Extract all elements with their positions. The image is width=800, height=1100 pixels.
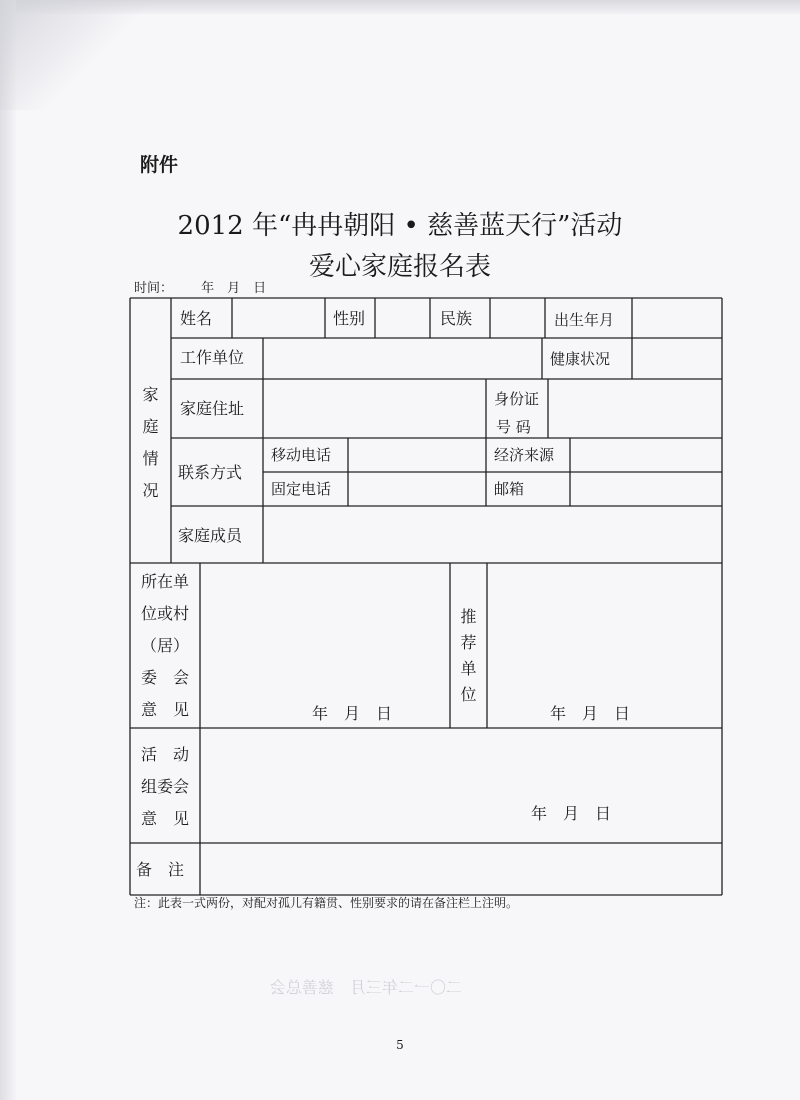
unit-opinion-date: 年 月 日 xyxy=(312,704,393,723)
time-date-placeholder: 年 月 日 xyxy=(201,281,267,296)
email-field[interactable] xyxy=(571,473,721,505)
footer-note: 注：此表一式两份，对配对孤儿有籍贯、性别要求的请在备注栏上注明。 xyxy=(134,896,519,910)
landline-label: 固定电话 xyxy=(271,480,332,498)
page-number: 5 xyxy=(396,1038,404,1052)
email-label: 邮箱 xyxy=(494,480,525,498)
work-field[interactable] xyxy=(264,339,541,378)
recommend-unit-char: 单 xyxy=(460,659,477,678)
gender-label: 性别 xyxy=(333,309,366,328)
id-number-field[interactable] xyxy=(549,380,721,437)
unit-opinion-line: 委 会 xyxy=(140,668,189,687)
committee-opinion-line: 组委会 xyxy=(140,777,189,796)
birth-field[interactable] xyxy=(633,299,721,337)
unit-opinion-line: 所在单 xyxy=(140,572,189,591)
recommend-unit-char: 推 xyxy=(460,607,477,626)
address-field[interactable] xyxy=(264,380,485,437)
mobile-field[interactable] xyxy=(349,439,485,471)
recommend-unit-date: 年 月 日 xyxy=(550,704,631,723)
recommend-unit-field[interactable] xyxy=(488,564,721,727)
contact-label: 联系方式 xyxy=(178,463,243,482)
form-title-line2: 爱心家庭报名表 xyxy=(308,252,491,282)
committee-opinion-line: 活 动 xyxy=(140,745,189,764)
unit-opinion-label xyxy=(130,566,200,726)
form-title-line1: 2012 年“冉冉朝阳 • 慈善蓝天行”活动 xyxy=(177,211,623,241)
unit-opinion-line: 位或村 xyxy=(140,604,189,623)
remarks-label: 备 注 xyxy=(136,860,185,879)
unit-opinion-line: 意 见 xyxy=(140,700,189,719)
recommend-unit-label xyxy=(450,604,487,708)
members-label: 家庭成员 xyxy=(178,526,243,545)
remarks-field[interactable] xyxy=(201,844,721,894)
attachment-label: 附件 xyxy=(140,154,179,176)
birth-label: 出生年月 xyxy=(554,311,615,329)
address-label: 家庭住址 xyxy=(180,399,245,418)
recommend-unit-char: 位 xyxy=(460,685,477,704)
committee-opinion-line: 意 见 xyxy=(140,809,189,828)
committee-opinion-label xyxy=(130,739,200,835)
unit-opinion-field[interactable] xyxy=(201,564,449,727)
committee-opinion-field[interactable] xyxy=(201,729,721,842)
members-field[interactable] xyxy=(264,507,721,562)
health-label: 健康状况 xyxy=(550,350,611,368)
mobile-label: 移动电话 xyxy=(271,446,332,464)
id-label-line1: 身份证 xyxy=(494,390,540,408)
section-family-label xyxy=(130,379,171,507)
unit-opinion-line: （居） xyxy=(140,636,189,655)
income-label: 经济来源 xyxy=(494,446,555,464)
time-label: 时间： xyxy=(134,281,174,296)
ethnicity-label: 民族 xyxy=(440,309,473,328)
health-field[interactable] xyxy=(633,339,721,378)
recommend-unit-char: 荐 xyxy=(460,633,477,652)
gender-field[interactable] xyxy=(376,299,429,337)
landline-field[interactable] xyxy=(349,473,485,505)
work-label: 工作单位 xyxy=(180,348,245,367)
income-field[interactable] xyxy=(571,439,721,471)
committee-opinion-date: 年 月 日 xyxy=(531,804,612,823)
id-label-line2: 号 码 xyxy=(496,418,531,436)
name-label: 姓名 xyxy=(180,309,213,328)
bleed-through-text: 二〇一二年三月 慈善总会 xyxy=(270,978,463,997)
section-family-label-text: 家庭情况 xyxy=(142,385,159,500)
ethnicity-field[interactable] xyxy=(491,299,544,337)
name-field[interactable] xyxy=(233,299,324,337)
